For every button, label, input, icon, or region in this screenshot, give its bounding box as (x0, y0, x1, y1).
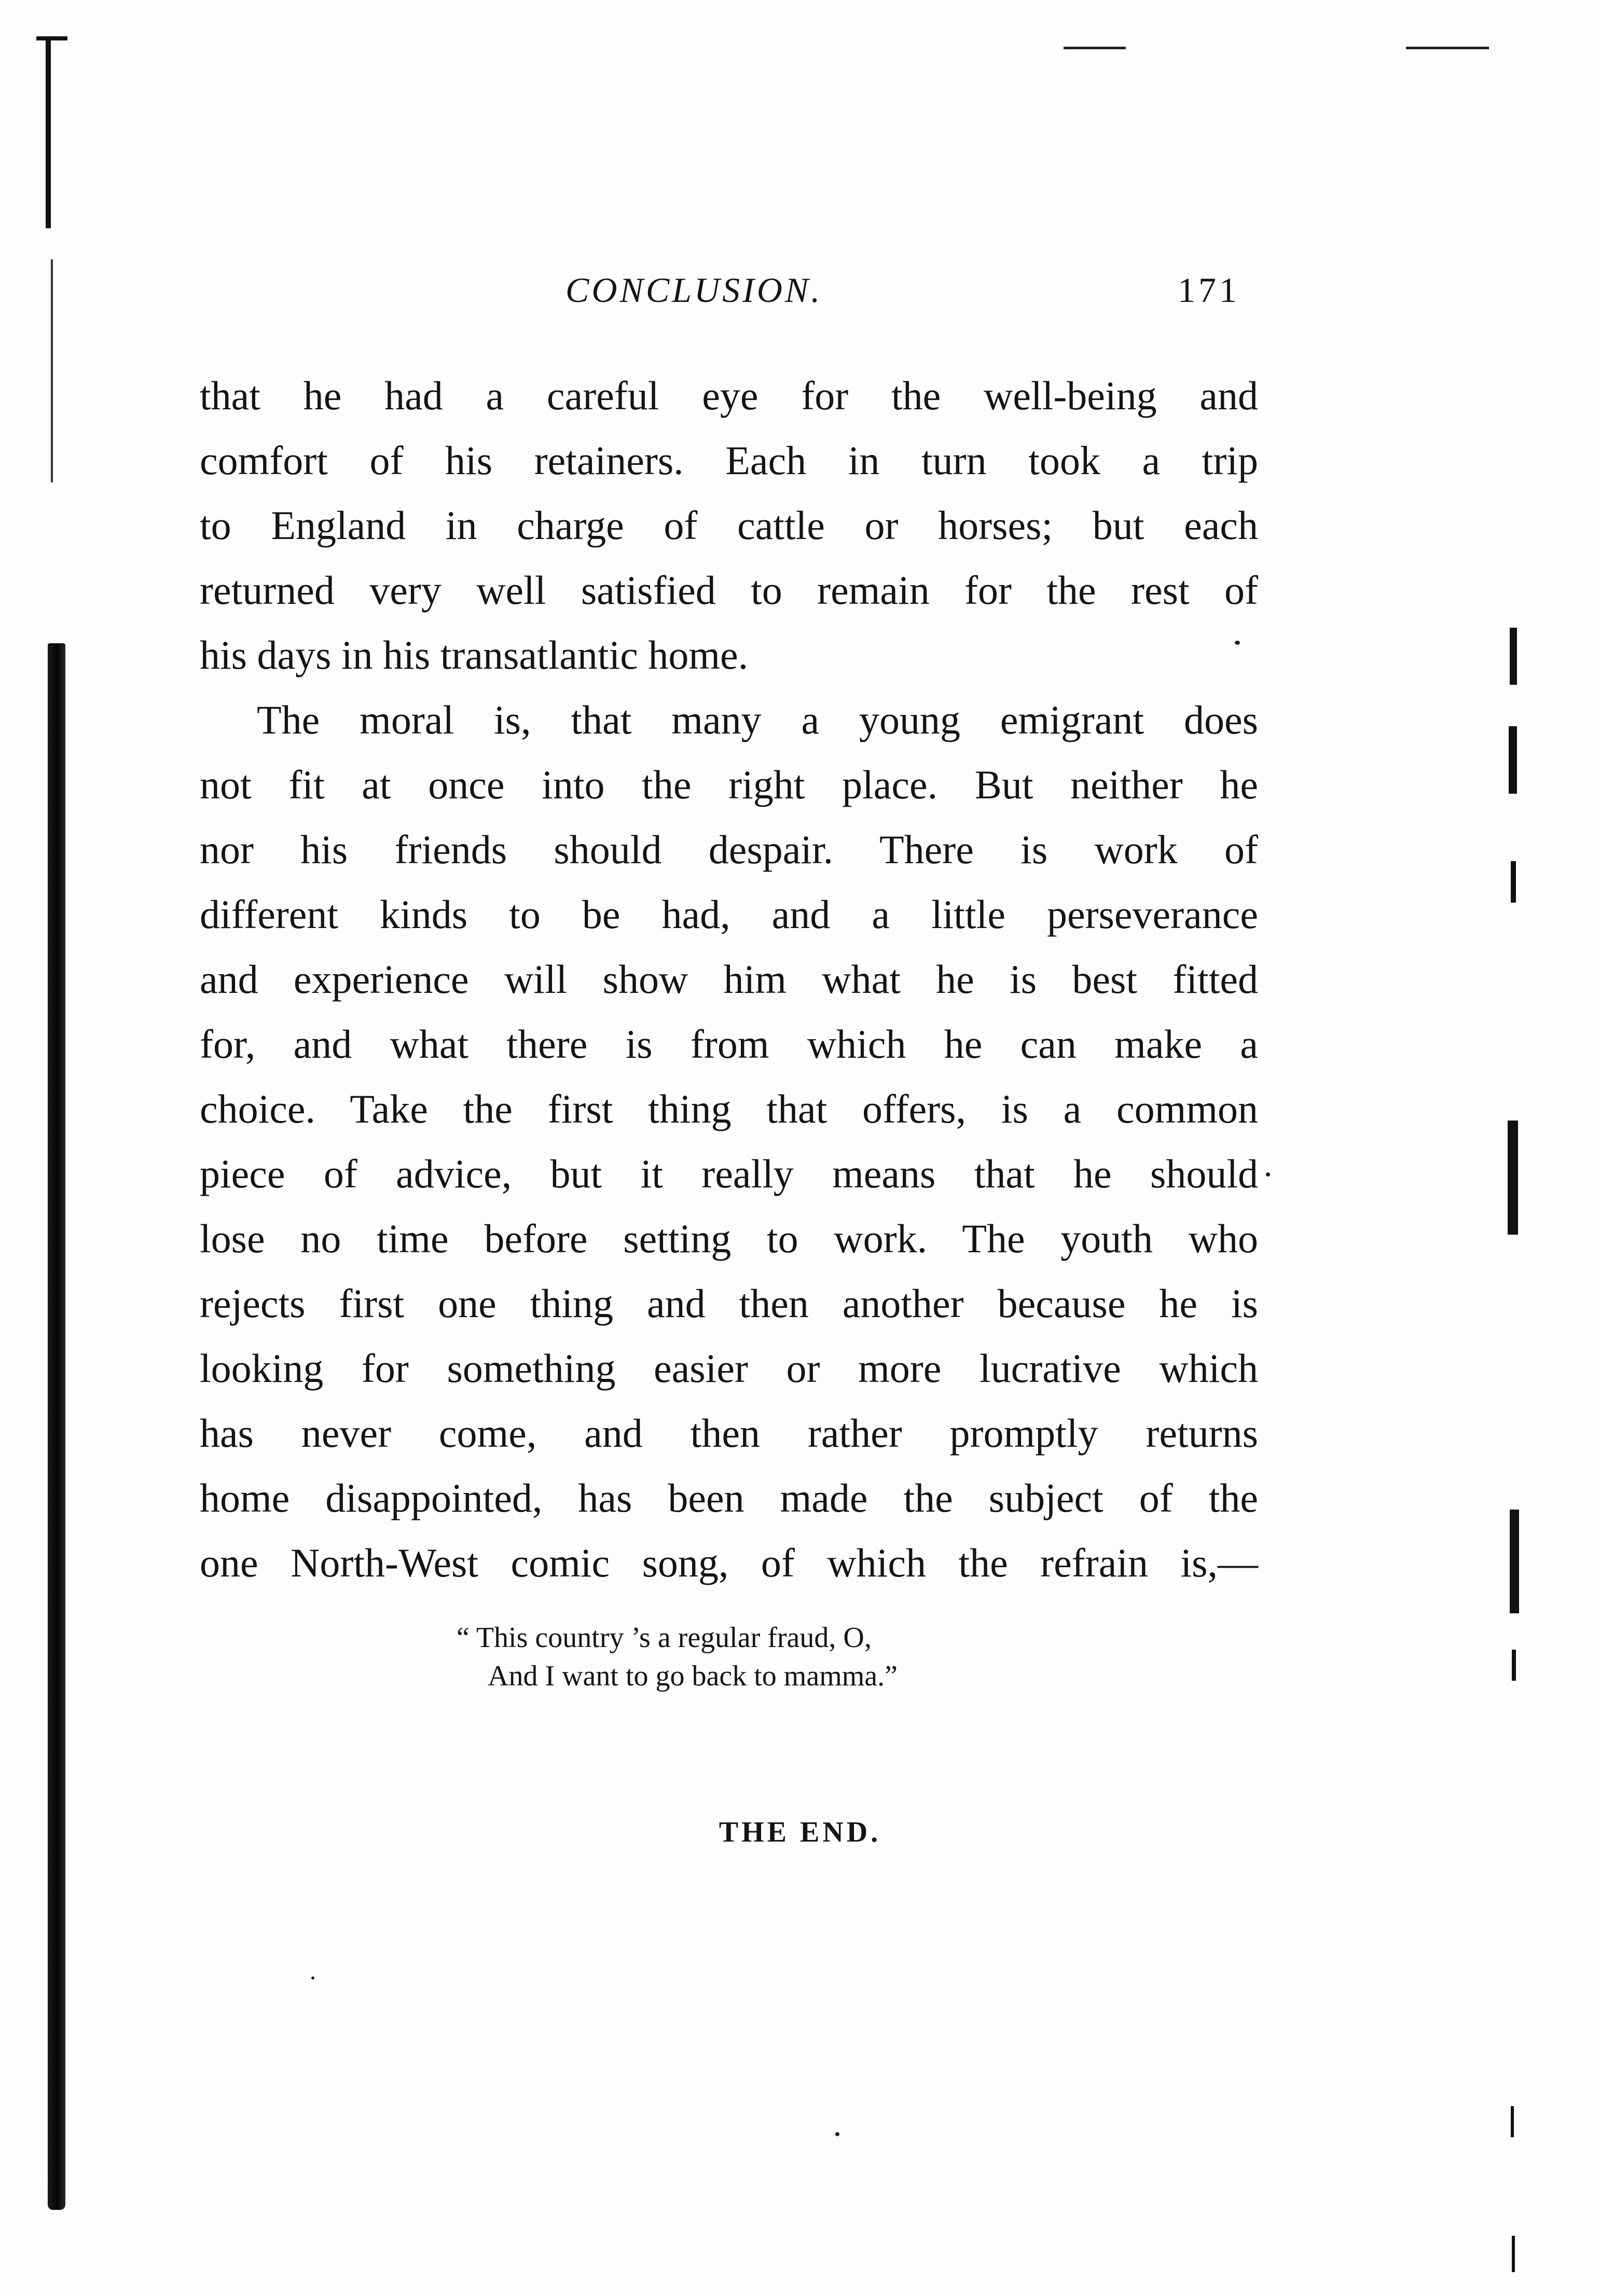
text-line: and experience will show him what he is best fitted (200, 957, 1258, 1002)
text-line: piece of advice, but it really means that he should (200, 1151, 1258, 1196)
scan-edge-mark (36, 36, 67, 40)
text-line: one North-West comic song, of which the refrain is,— (200, 1540, 1258, 1585)
text-line: that he had a careful eye for the well-being and (200, 373, 1258, 418)
scan-speck (835, 2132, 839, 2136)
scan-binding-shadow-upper (46, 36, 51, 228)
running-head-title: CONCLUSION. (565, 270, 823, 310)
running-head (0, 270, 1600, 316)
text-line: rejects first one thing and then another because he is (200, 1281, 1258, 1326)
scan-speck (1235, 641, 1240, 645)
scan-speck (311, 1976, 314, 1980)
text-line: choice. Take the first thing that offers, is a common (200, 1086, 1258, 1131)
scan-top-mark (1406, 47, 1489, 49)
text-line: his days in his transatlantic home. (200, 632, 749, 677)
text-line: not fit at once into the right place. But neither he (200, 762, 1258, 807)
paragraph (200, 363, 1258, 687)
text-line: lose no time before setting to work. The youth who (200, 1216, 1258, 1261)
scan-binding-shadow (48, 643, 65, 2210)
scan-speck (1266, 1172, 1270, 1177)
the-end-heading: THE END. (719, 1816, 881, 1848)
text-line: returned very well satisfied to remain for the rest of (200, 568, 1258, 613)
text-line: for, and what there is from which he can make a (200, 1021, 1258, 1067)
text-line: comfort of his retainers. Each in turn took a trip (200, 438, 1258, 483)
text-line: The moral is, that many a young emigrant does (257, 697, 1258, 742)
paragraph (200, 687, 1258, 1595)
scan-top-mark (1064, 47, 1126, 49)
body-text (200, 363, 1258, 1595)
text-line: different kinds to be had, and a little perseverance (200, 892, 1258, 937)
page-number: 171 (1178, 270, 1240, 310)
verse-line: “ This country ’s a regular fraud, O, (457, 1622, 872, 1654)
text-line: nor his friends should despair. There is work of (200, 827, 1258, 872)
scan-right-edge (1505, 394, 1525, 2262)
text-line: has never come, and then rather promptly returns (200, 1410, 1258, 1456)
text-line: to England in charge of cattle or horses; but each (200, 503, 1258, 548)
verse-line: And I want to go back to mamma.” (488, 1660, 898, 1692)
verse-quote (457, 1619, 1183, 1695)
text-line: looking for something easier or more lucrative which (200, 1346, 1258, 1391)
text-line: home disappointed, has been made the subject of the (200, 1475, 1258, 1520)
